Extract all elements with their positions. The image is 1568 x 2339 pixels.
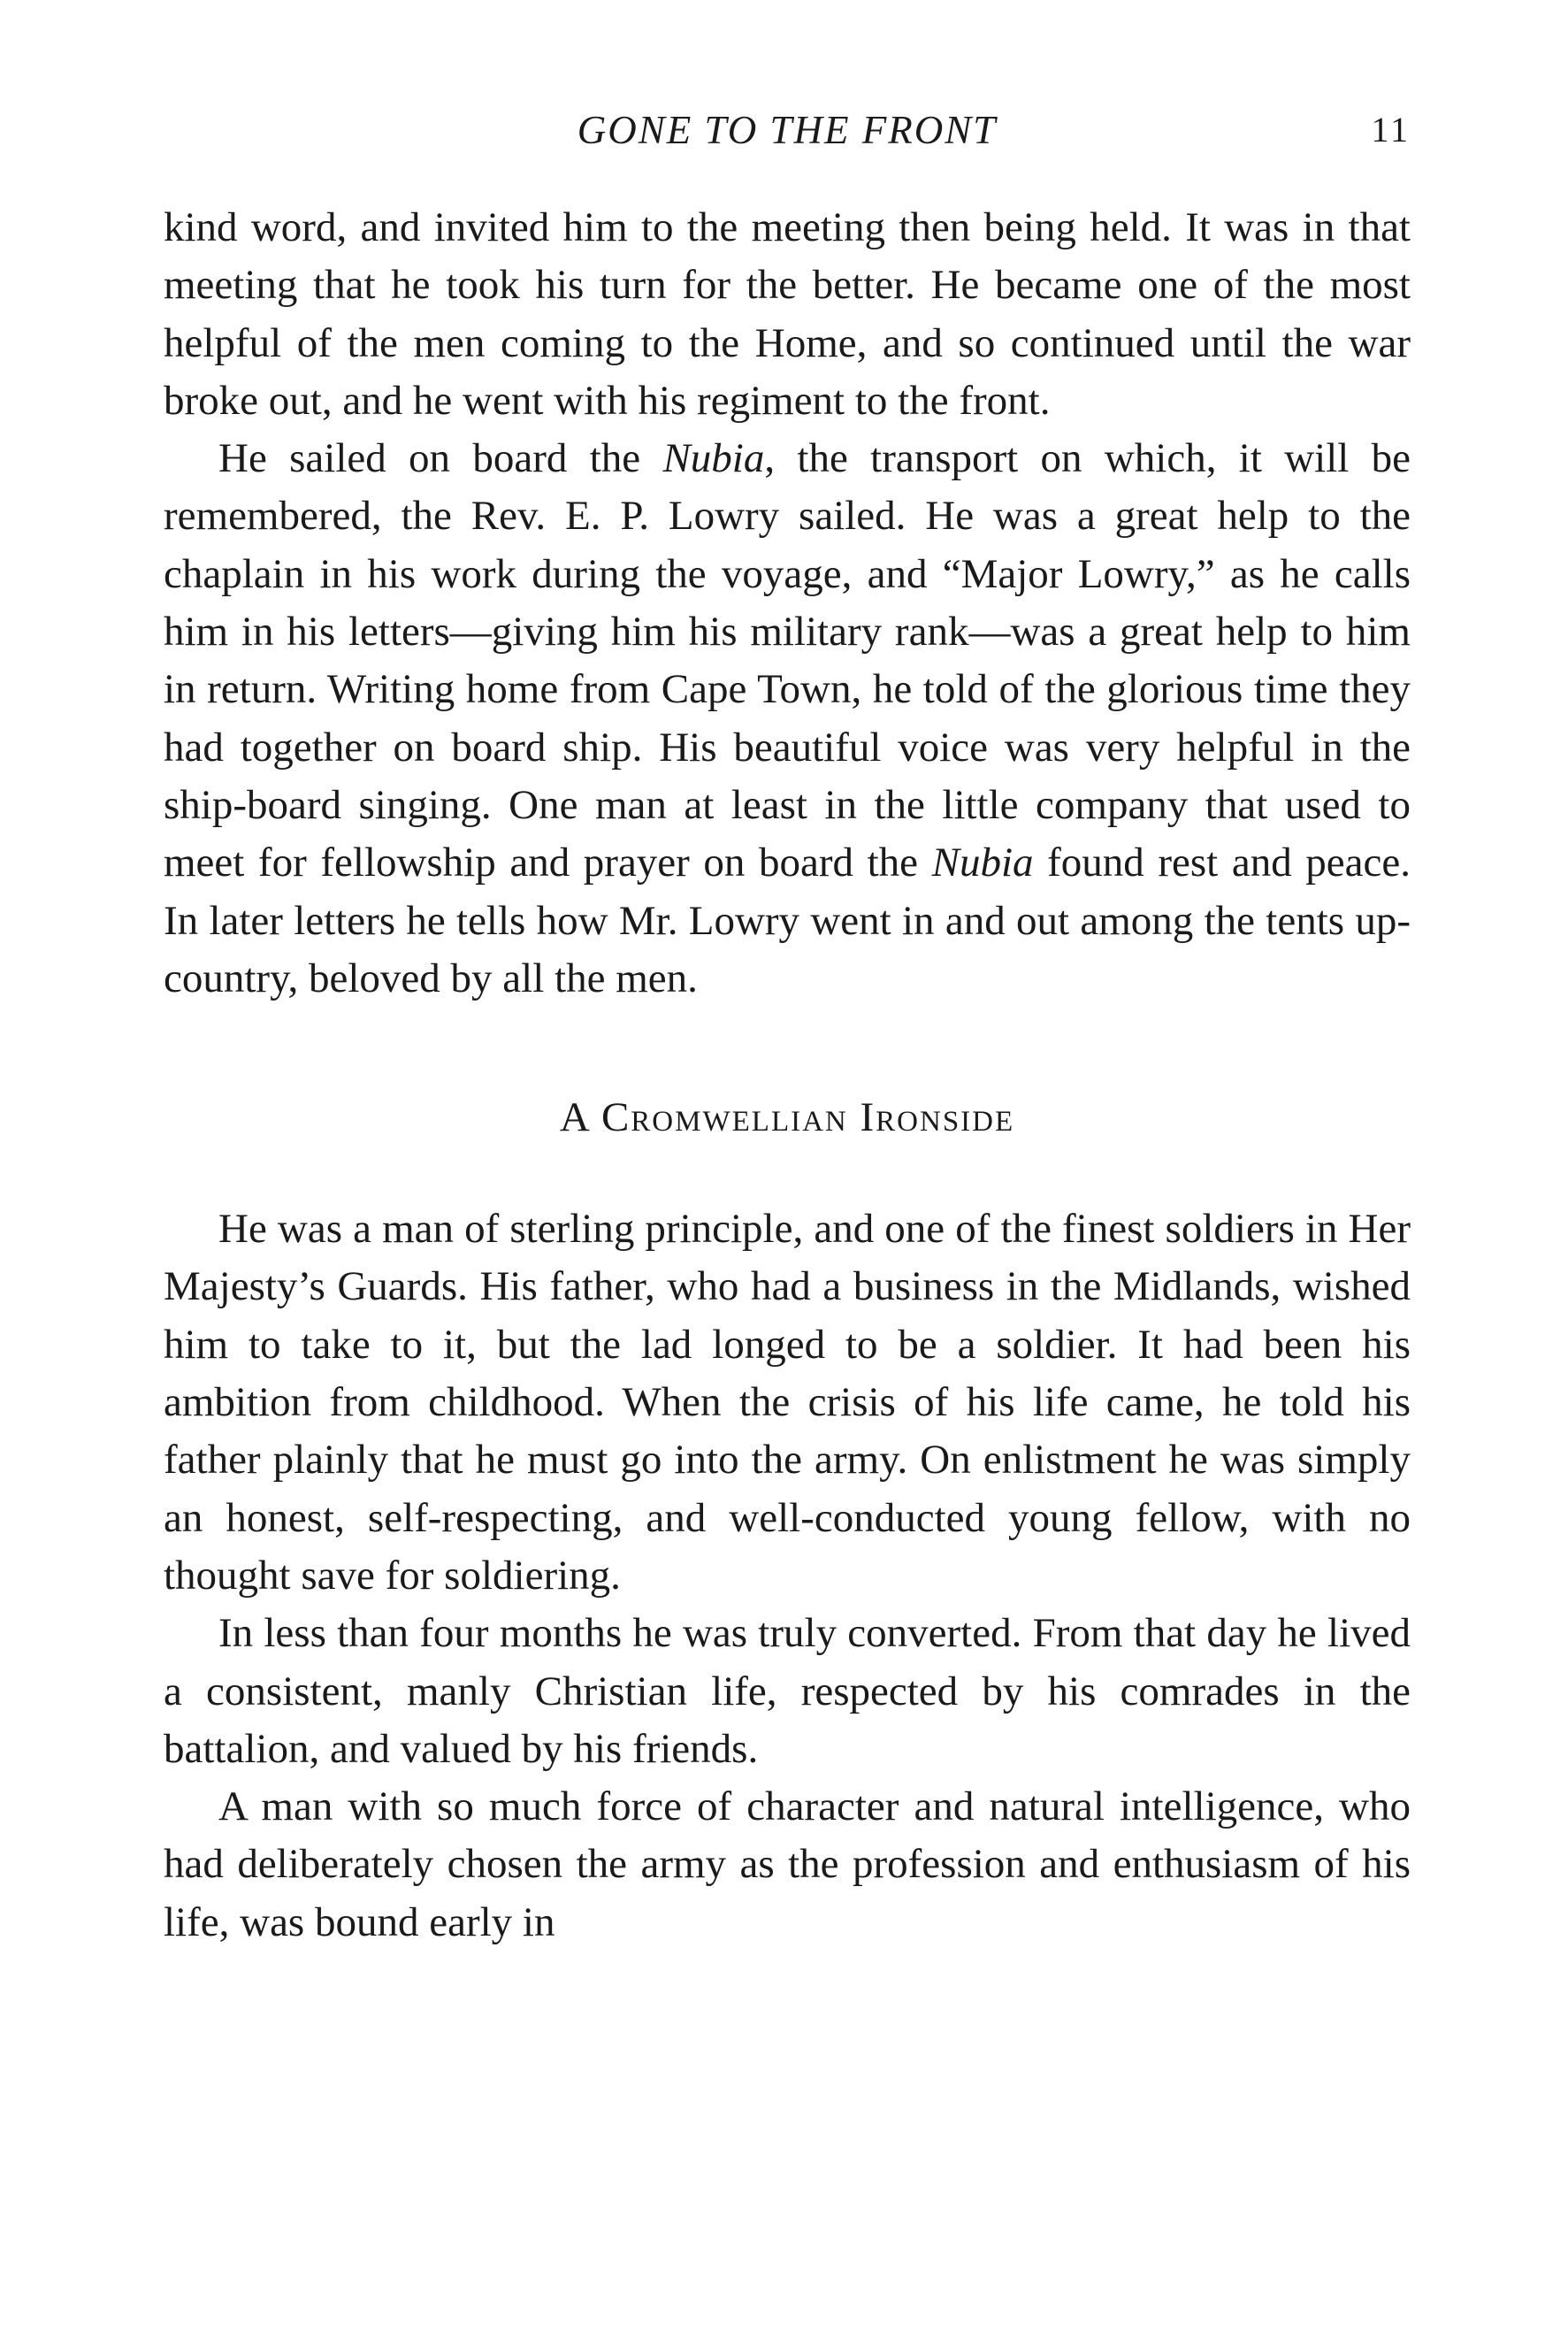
ship-name: Nubia — [931, 840, 1034, 886]
paragraph-nubia-part-b: , the transport on which, it will be remembered, the Rev. E. P. Lowry sailed. He was a great help to the chaplain in his work during the voyage, and “Major Lowry,” as he calls him in his letters—giving him his military rank—was a great help to him in return. Writing home from Cape Town, he told of the glorious time they had together on board ship. His beautiful voice was very helpful in the ship-board singing. One man at least in the little company that used to meet for fellowship and prayer on board the — [164, 435, 1411, 886]
paragraph-character: A man with so much force of character and natural intelligence, who had deliberately chosen the army as the profession and enthusiasm of his life, was bound early in — [164, 1783, 1411, 1945]
paragraph-nubia — [164, 430, 1411, 1008]
ship-name: Nubia — [662, 435, 765, 482]
running-title: GONE TO THE FRONT — [577, 108, 998, 152]
paragraph-sterling: He was a man of sterling principle, and one of the finest soldiers in Her Majesty’s Guards. His father, who had a business in the Midlands, wished him to take to it, but the lad longed to be a soldier. It had been his ambition from childhood. When the crisis of his life came, he told his father plainly that he must go into the army. On enlistment he was simply an honest, self-respecting, and well-conducted young fellow, with no thought save for soldiering. — [164, 1206, 1411, 1599]
running-head — [164, 99, 1411, 161]
paragraph-converted: In less than four months he was truly converted. From that day he lived a consistent, manly Christian life, respected by his comrades in the battalion, and valued by his friends. — [164, 1610, 1411, 1772]
paragraph-continued: kind word, and invited him to the meeting then being held. It was in that meeting that he took his turn for the better. He became one of the most helpful of the men coming to the Home, and so continued until the war broke out, and he went with his regiment to the front. — [164, 204, 1411, 424]
section-heading: A Cromwellian Ironside — [559, 1094, 1015, 1141]
paragraph-nubia-part-c: found rest and peace. In later letters he tells how Mr. Lowry went in and out among the tents up-country, beloved by all the men. — [164, 840, 1411, 1001]
paragraph-nubia-part-a: He sailed on board the — [218, 435, 663, 482]
body-text — [164, 199, 1411, 1952]
page-number: 11 — [1371, 110, 1411, 150]
